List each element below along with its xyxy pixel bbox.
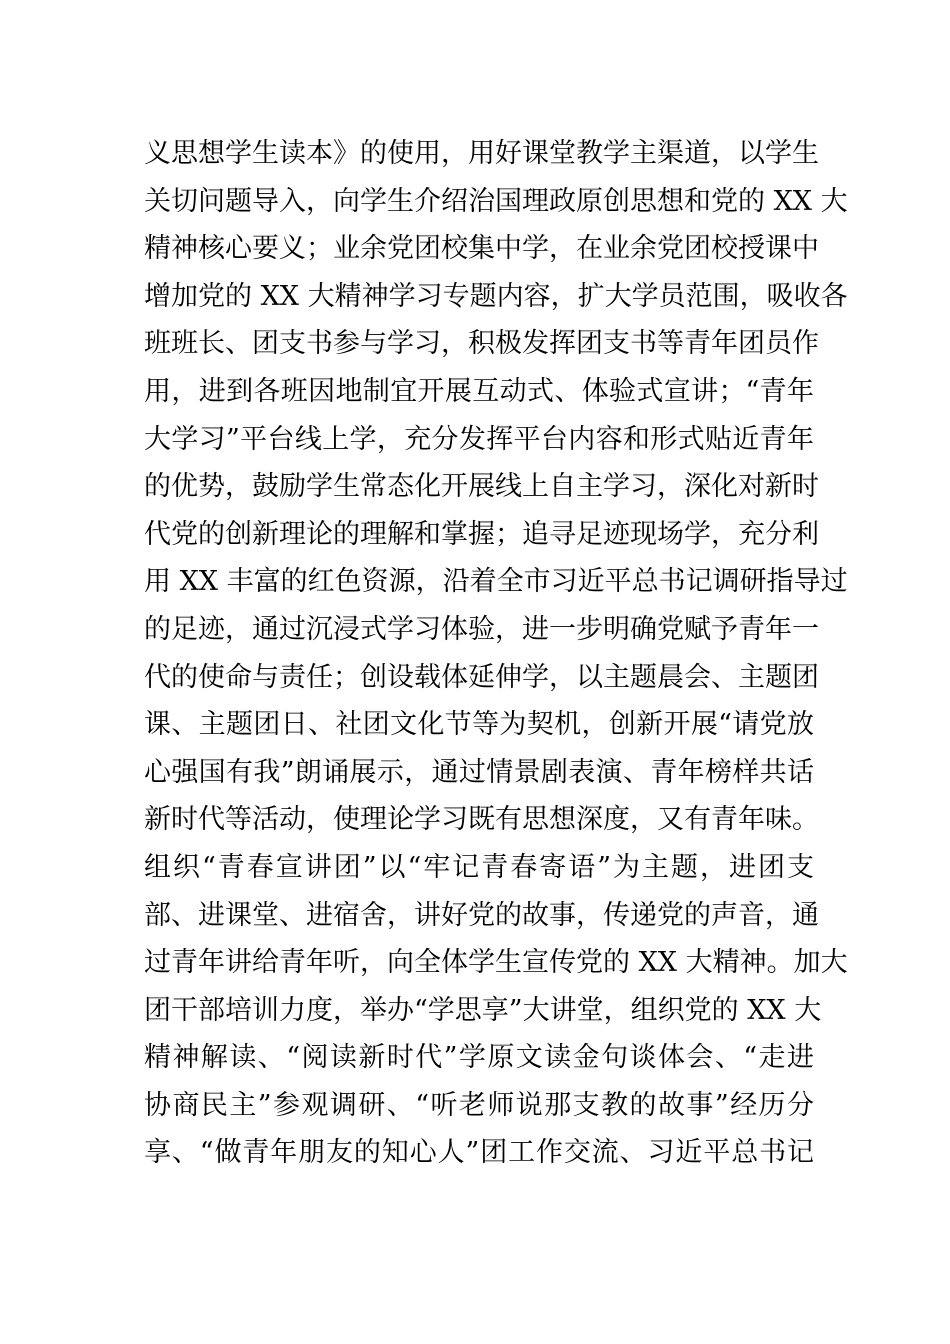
text-line: 用 XX 丰富的红色资源，沿着全市习近平总书记调研指导过 [144,566,848,598]
body-text [144,130,848,1177]
text-line: 义思想学生读本》的使用，用好课堂教学主渠道，以学生 [144,138,819,169]
text-line: 大学习”平台线上学，充分发挥平台内容和形式贴近青年 [144,423,814,455]
text-line: 精神核心要义；业余党团校集中学，在业余党团校授课中 [144,233,819,265]
text-line: 部、进课堂、进宿舍，讲好党的故事，传递党的声音，通 [144,899,819,931]
text-line: 增加党的 XX 大精神学习专题内容，扩大学员范围，吸收各 [144,280,848,312]
text-line: 享、“做青年朋友的知心人”团工作交流、习近平总书记 [144,1137,814,1169]
text-line: 代的使命与责任；创设载体延伸学，以主题晨会、主题团 [144,661,819,693]
text-line: 新时代等活动，使理论学习既有思想深度，又有青年味。 [144,804,819,836]
text-line: 课、主题团日、社团文化节等为契机，创新开展“请党放 [144,709,814,741]
text-line: 用，进到各班因地制宜开展互动式、体验式宣讲；“青年 [144,375,814,407]
text-line: 过青年讲给青年听，向全体学生宣传党的 XX 大精神。加大 [144,947,848,979]
text-line: 团干部培训力度，举办“学思享”大讲堂，组织党的 XX 大 [144,994,822,1026]
text-line: 协商民主”参观调研、“听老师说那支教的故事”经历分 [144,1089,814,1121]
text-line: 的优势，鼓励学生常态化开展线上自主学习，深化对新时 [144,471,819,503]
text-line: 关切问题导入，向学生介绍治国理政原创思想和党的 XX 大 [144,185,848,217]
text-line: 心强国有我”朗诵展示，通过情景剧表演、青年榜样共话 [144,756,814,788]
text-line: 代党的创新理论的理解和掌握；追寻足迹现场学，充分利 [144,518,819,550]
text-line: 的足迹，通过沉浸式学习体验，进一步明确党赋予青年一 [144,613,819,645]
text-line: 组织“青春宣讲团”以“牢记青春寄语”为主题，进团支 [144,851,814,883]
text-line: 精神解读、“阅读新时代”学原文读金句谈体会、“走进 [144,1042,814,1074]
text-line: 班班长、团支书参与学习，积极发挥团支书等青年团员作 [144,328,819,360]
